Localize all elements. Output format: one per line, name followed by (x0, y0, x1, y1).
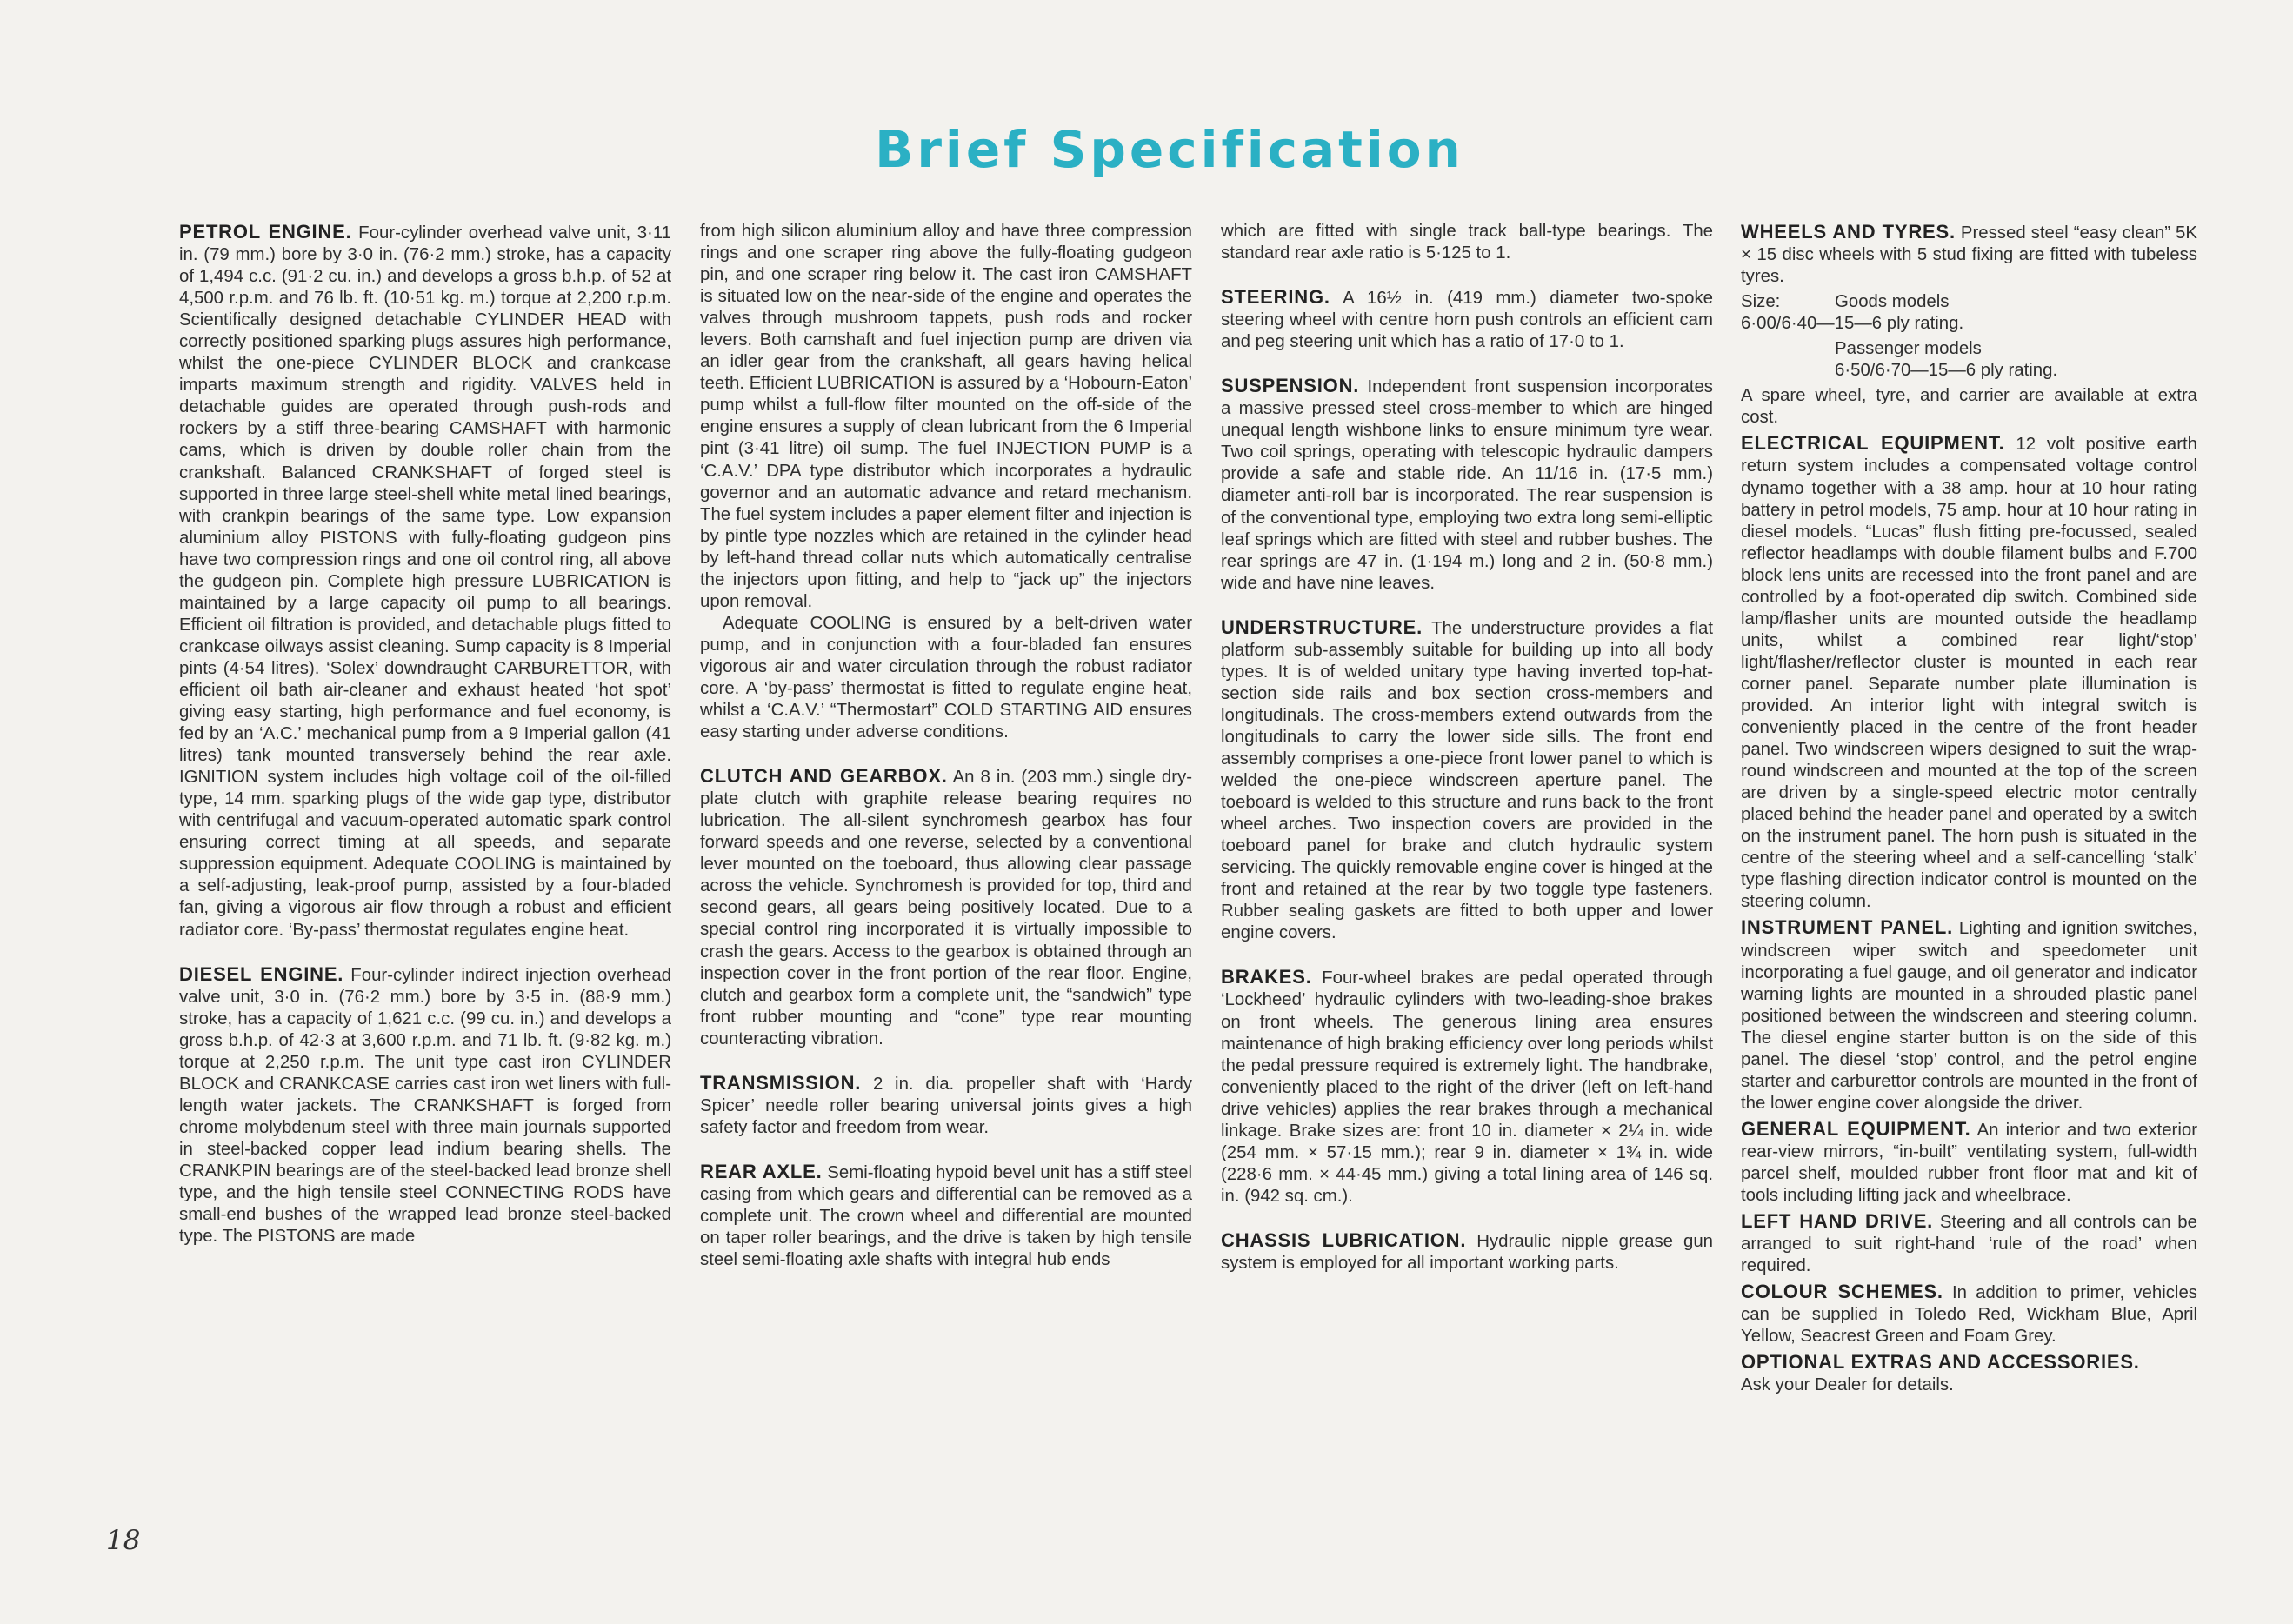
rear-axle-section (700, 1161, 1192, 1271)
clutch-gearbox-section (700, 765, 1192, 1050)
spec-column-1 (179, 221, 671, 1248)
diesel-cooling-text: Adequate COOLING is ensured by a belt-driven water pump, and in conjunction with a four-bladed fan ensures vigorous air and water circulation through the robust radiator core. A ‘by-pass’ thermostat is fitted to regulate engine heat, whilst a ‘C.A.V.’ “Thermostart” COLD STARTING AID ensures easy starting under adverse conditions. (700, 613, 1192, 742)
understructure-heading: UNDERSTRUCTURE. (1221, 616, 1423, 638)
optional-extras-heading: OPTIONAL EXTRAS AND ACCESSORIES. (1741, 1351, 2140, 1374)
transmission-heading: TRANSMISSION. (700, 1071, 862, 1094)
transmission-section (700, 1072, 1192, 1139)
goods-models-value: 6·00/6·40—15—6 ply rating. (1741, 314, 1964, 334)
diesel-engine-heading: DIESEL ENGINE. (179, 962, 344, 985)
colour-schemes-heading: COLOUR SCHEMES. (1741, 1281, 1943, 1303)
tyre-size-label: Size: (1741, 292, 1781, 312)
general-equipment-text: An interior and two exterior rear-view mirrors, “in-built” ventilating system, full-width parcel shelf, moulded rubber front floor mat and kit of tools including lifting jack and wheelbrace. (1741, 1120, 2197, 1206)
wheels-tyres-text: Pressed steel “easy clean” 5K × 15 disc wheels with 5 stud fixing are fitted with tubeless tyres. (1741, 223, 2197, 287)
tyre-size-goods (1741, 291, 2197, 335)
spec-column-3 (1221, 221, 1713, 1275)
understructure-section (1221, 616, 1713, 945)
brakes-text: Four-wheel brakes are pedal operated through ‘Lockheed’ hydraulic cylinders with two-leading-shoe brakes on front wheels. The generous lining area ensures maintenance of high braking efficiency over long periods whilst the pedal pressure required is extremely light. The handbrake, conveniently placed to the right of the driver (left on left-hand drive vehicles) applies the rear brakes through a mechanical linkage. Brake sizes are: front 10 in. diameter × 2¼ in. wide (254 mm. × 57·15 mm.); rear 9 in. diameter × 1¾ in. wide (228·6 mm. × 44·45 mm.) giving a total lining area of 146 sq. in. (942 sq. cm.). (1221, 968, 1713, 1206)
left-hand-drive-section (1741, 1210, 2197, 1277)
passenger-models-value: 6·50/6·70—15—6 ply rating. (1835, 361, 2058, 381)
optional-extras-text: Ask your Dealer for details. (1741, 1375, 1954, 1395)
wheels-tyres-section (1741, 221, 2197, 288)
understructure-text: The understructure provides a flat platform sub-assembly suitable for building up into all body types. It is of welded unitary type having inverted top-hat-section side rails and box section cross-members and longitudinals. The cross-members extend outwards from the longitudinals to carry the lower side sills. The front end assembly comprises a one-piece front lower panel to which is welded the one-piece windscreen aperture panel. The toeboard is welded to this structure and runs back to the front wheel arches. Two inspection covers are provided in the toeboard panel for brake and clutch hydraulic system servicing. The quickly removable engine cover is hinged at the front and retained at the rear by two toggle type fasteners. Rubber sealing gaskets are fitted to both upper and lower engine covers. (1221, 618, 1713, 943)
electrical-heading: ELECTRICAL EQUIPMENT. (1741, 432, 2005, 455)
tyre-size-passenger (1741, 338, 2197, 382)
spec-column-2 (700, 221, 1192, 1271)
clutch-gearbox-heading: CLUTCH AND GEARBOX. (700, 765, 948, 788)
chassis-lubrication-heading: CHASSIS LUBRICATION. (1221, 1228, 1467, 1251)
optional-extras-section (1741, 1351, 2197, 1396)
instrument-panel-section (1741, 916, 2197, 1114)
spec-column-4 (1741, 221, 2197, 1396)
wheels-tyres-heading: WHEELS AND TYRES. (1741, 221, 1956, 243)
petrol-engine-section (179, 221, 671, 942)
diesel-engine-text: Four-cylinder indirect injection overhead valve unit, 3·0 in. (76·2 mm.) bore by 3·5 in. (88·9 mm.) stroke, has a capacity of 1,621 c.c. (99 cu. in.) and develops a gross b.h.p. of 42·3 at 3,600 r.p.m. and 71 lb. ft. (9·82 kg. m.) torque at 2,250 r.p.m. The unit type cast iron CYLINDER BLOCK and CRANKCASE carries cast iron wet liners with full-length water jackets. The CRANKSHAFT is forged from chrome molybdenum steel with three main journals supported in steel-backed copper lead indium bearing shells. The CRANKPIN bearings are of the steel-backed lead bronze shell type, and the high tensile steel CONNECTING RODS have small-end bushes of the wrapped lead bronze steel-backed type. The PISTONS are made (179, 965, 672, 1247)
steering-section (1221, 286, 1713, 353)
spare-wheel-text: A spare wheel, tyre, and carrier are available at extra cost. (1741, 386, 2197, 428)
brakes-section (1221, 966, 1713, 1208)
diesel-engine-continued: from high silicon aluminium alloy and have three compression rings and one scraper ring above the fully-floating gudgeon pin, and one scraper ring below it. The cast iron CAMSHAFT is situated low on the near-side of the engine and operates the valves through mushroom tappets, push rods and rocker levers. Both camshaft and fuel injection pump are driven via an idler gear from the crankshaft, all gears having helical teeth. Efficient LUBRICATION is assured by a ‘Hobourn-Eaton’ pump whilst a full-flow filter mounted on the off-side of the engine ensures a supply of clean lubricant from the 6 Imperial pint (3·41 litre) oil sump. The fuel INJECTION PUMP is a ‘C.A.V.’ DPA type distributor which incorporates a hydraulic governor and an automatic advance and retard mechanism. The fuel system includes a paper element filter and injection is by pintle type nozzles which are retained in the cylinder head by left-hand thread collar nuts which automatically centralise the injectors upon fitting, and help to “jack up” the injectors upon removal. (700, 222, 1192, 611)
electrical-section (1741, 432, 2197, 913)
rear-axle-text: Semi-floating hypoid bevel unit has a stiff steel casing from which gears and differential can be removed as a complete unit. The crown wheel and differential are mounted on taper roller bearings, and the drive is taken by high tensile steel semi-floating axle shafts with integral hub ends (700, 1162, 1192, 1270)
general-equipment-section (1741, 1118, 2197, 1207)
suspension-section (1221, 375, 1713, 594)
steering-text: A 16½ in. (419 mm.) diameter two-spoke steering wheel with centre horn push controls an efficient cam and peg steering unit which has a ratio of 17·0 to 1. (1221, 289, 1713, 352)
chassis-lubrication-section (1221, 1229, 1713, 1275)
left-hand-drive-text: Steering and all controls can be arranged to suit right-hand ‘rule of the road’ when required. (1741, 1213, 2197, 1276)
brakes-heading: BRAKES. (1221, 966, 1312, 988)
instrument-panel-text: Lighting and ignition switches, windscreen wiper switch and speedometer unit incorporating a fuel gauge, and oil generator and indicator warning lights are mounted in a shrouded plastic panel positioned between the windscreen and steering column. The diesel engine starter button is on the side of this panel. The diesel ‘stop’ control, and the petrol engine starter and carburettor controls are mounted in the front of the lower engine cover alongside the driver. (1741, 919, 2198, 1113)
left-hand-drive-heading: LEFT HAND DRIVE. (1741, 1210, 1934, 1233)
rear-axle-continued: which are fitted with single track ball-type bearings. The standard rear axle ratio is 5·125 to 1. (1221, 222, 1713, 263)
petrol-engine-text: Four-cylinder overhead valve unit, 3·11 in. (79 mm.) bore by 3·0 in. (76·2 mm.) stroke, has a capacity of 1,494 c.c. (91·2 cu. in.) and develops a gross b.h.p. of 52 at 4,500 r.p.m. and 76 lb. ft. (10·51 kg. m.) torque at 2,200 r.p.m. Scientifically designed detachable CYLINDER HEAD with correctly positioned sparking plugs assures high performance, whilst the one-piece CYLINDER BLOCK and crankcase imparts maximum strength and rigidity. VALVES held in detachable guides are operated through push-rods and rockers by a stiff three-bearing CAMSHAFT with harmonic cams, which is driven by double roller chain from the crankshaft. Balanced CRANKSHAFT of forged steel is supported in three large steel-shell white metal lined bearings, with crankpin bearings of the same type. Low expansion aluminium alloy PISTONS with fully-floating gudgeon pins have two compression rings and one oil control ring, all above the gudgeon pin. Complete high pressure LUBRICATION is maintained by a large capacity oil pump to all bearings. Efficient oil filtration is provided, and detachable plugs fitted to crankcase oilways assist cleaning. Sump capacity is 8 Imperial pints (4·54 litres). ‘Solex’ downdraught CARBURETTOR, with efficient oil bath air-cleaner and exhaust heated ‘hot spot’ giving easy starting, high performance and fuel economy, is fed by an ‘A.C.’ mechanical pump from a 9 Imperial gallon (41 litres) tank mounted transversely behind the rear axle. IGNITION system includes high voltage coil of the oil-filled type, 14 mm. sparking plugs of the wide gap type, distributor with centrifugal and vacuum-operated automatic spark control ensuring correct timing at all speeds, and separate suppression equipment. Adequate COOLING is maintained by a self-adjusting, leak-proof pump, assisted by a four-bladed fan, giving a vigorous air flow through a robust and efficient radiator core. ‘By-pass’ thermostat regulates engine heat. (179, 223, 672, 940)
suspension-heading: SUSPENSION. (1221, 375, 1360, 397)
electrical-text: 12 volt positive earth return system includes a compensated voltage control dynamo together with a 38 amp. hour at 10 hour rating battery in petrol models, 75 amp. hour at 10 hour rating in diesel models. “Lucas” flush fitting pre-focussed, sealed reflector headlamps with double filament bulbs and F.700 block lens units are recessed into the front panel and are controlled by a foot-operated dip switch. Combined side lamp/flasher units are mounted outside the headlamp units, whilst a combined rear light/‘stop’ light/flasher/reflector cluster is mounted in each rear corner panel. Separate number plate illumination is provided. An interior light with integral switch is conveniently placed in the centre of the front header panel. Two windscreen wipers designed to suit the wrap-round windscreen and mounted at the top of the screen are driven by a single-speed electric motor centrally placed behind the header panel and operated by a switch on the instrument panel. The horn push is situated in the centre of the steering wheel and a self-cancelling ‘stalk’ type flashing direction indicator control is mounted on the steering column. (1741, 435, 2197, 912)
colour-schemes-section (1741, 1281, 2197, 1348)
transmission-text: 2 in. dia. propeller shaft with ‘Hardy Spicer’ needle roller bearing universal joints gives a high safety factor and freedom from wear. (700, 1074, 1192, 1137)
page-title: Brief Specification (875, 120, 1464, 179)
suspension-text: Independent front suspension incorporates a massive pressed steel cross-member to which are hinged unequal length wishbone links to ensure minimum tyre wear. Two coil springs, operating with telescopic hydraulic dampers provide a safe and stable ride. An 11/16 in. (17·5 mm.) diameter anti-roll bar is incorporated. The rear suspension is of the conventional type, employing two extra long semi-elliptic leaf springs which are fitted with steel and rubber bushes. The rear springs are 47 in. (1·194 m.) long and 2 in. (50·8 mm.) wide and have nine leaves. (1221, 377, 1714, 593)
page-number: 18 (106, 1525, 141, 1556)
chassis-lubrication-text: Hydraulic nipple grease gun system is employed for all important working parts. (1221, 1231, 1714, 1273)
colour-schemes-text: In addition to primer, vehicles can be supplied in Toledo Red, Wickham Blue, April Yellow, Seacrest Green and Foam Grey. (1741, 1283, 2197, 1347)
rear-axle-heading: REAR AXLE. (700, 1160, 823, 1182)
general-equipment-heading: GENERAL EQUIPMENT. (1741, 1117, 1971, 1140)
instrument-panel-heading: INSTRUMENT PANEL. (1741, 916, 1954, 939)
clutch-gearbox-text: An 8 in. (203 mm.) single dry-plate clutch with graphite release bearing requires no lubrication. The all-silent synchromesh gearbox has four forward speeds and one reverse, selected by a conventional lever mounted on the toeboard, thus allowing clear passage across the vehicle. Synchromesh is provided for top, third and second gears, all gears being positively located. Due to a special control ring incorporated it is virtually impossible to crash the gears. Access to the gearbox is obtained through an inspection cover in the front portion of the rear floor. Engine, clutch and gearbox form a complete unit, the “sandwich” type front rubber mounting and “cone” type rear mounting counteracting vibration. (700, 768, 1192, 1048)
steering-heading: STEERING. (1221, 286, 1330, 309)
goods-models-label: Goods models (1835, 292, 1950, 312)
diesel-engine-section (179, 963, 671, 1248)
petrol-engine-heading: PETROL ENGINE. (179, 221, 352, 243)
passenger-models-label: Passenger models (1835, 339, 1982, 359)
